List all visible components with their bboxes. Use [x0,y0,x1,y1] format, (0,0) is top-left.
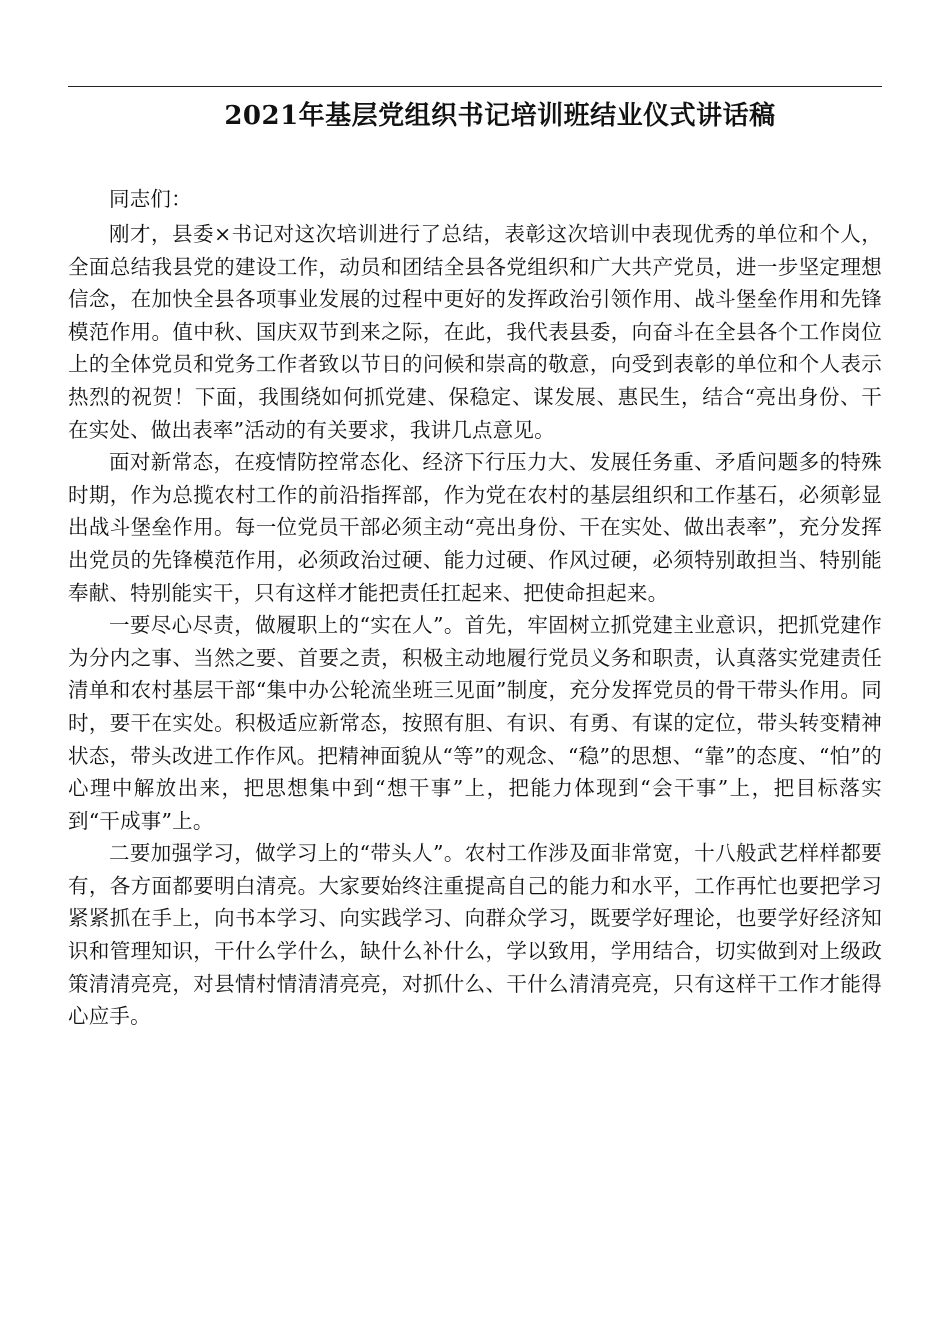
body-paragraph-point-two: 二要加强学习，做学习上的“带头人”。农村工作涉及面非常宽，十八般武艺样样都要有，各方面都要明白清亮。大家要始终注重提高自己的能力和水平，工作再忙也要把学习紧紧抓在手上，向书本学习、向实践学习、向群众学习，既要学好理论，也要学好经济知识和管理知识，干什么学什么，缺什么补什么，学以致用，学用结合，切实做到对上级政策清清亮亮，对县情村情清清亮亮，对抓什么、干什么清清亮亮，只有这样干工作才能得心应手。 [68,841,882,1029]
body-paragraph-point-one: 一要尽心尽责，做履职上的“实在人”。首先，牢固树立抓党建主业意识，把抓党建作为分内之事、当然之要、首要之责，积极主动地履行党员义务和职责，认真落实党建责任清单和农村基层干部“集中办公轮流坐班三见面”制度，充分发挥党员的骨干带头作用。同时，要干在实处。积极适应新常态，按照有胆、有识、有勇、有谋的定位，带头转变精神状态，带头改进工作作风。把精神面貌从“等”的观念、“稳”的思想、“靠”的态度、“怕”的心理中解放出来，把思想集中到“想干事”上，把能力体现到“会干事”上，把目标落实到“干成事”上。 [68,613,882,833]
greeting-paragraph: 同志们： [109,187,192,211]
header-rule [68,86,882,87]
document-title: 2021年基层党组织书记培训班结业仪式讲话稿 [224,101,776,131]
document-body [68,180,882,1033]
body-paragraph-intro: 刚才，县委×书记对这次培训进行了总结，表彰这次培训中表现优秀的单位和个人，全面总结我县党的建设工作，动员和团结全县各党组织和广大共产党员，进一步坚定理想信念，在加快全县各项事业发展的过程中更好的发挥政治引领作用、战斗堡垒作用和先锋模范作用。值中秋、国庆双节到来之际，在此，我代表县委，向奋斗在全县各个工作岗位上的全体党员和党务工作者致以节日的问候和崇高的敬意，向受到表彰的单位和个人表示热烈的祝贺！下面，我围绕如何抓党建、保稳定、谋发展、惠民生，结合“亮出身份、干在实处、做出表率”活动的有关要求，我讲几点意见。 [68,222,882,442]
body-paragraph-new-normal: 面对新常态，在疫情防控常态化、经济下行压力大、发展任务重、矛盾问题多的特殊时期，作为总揽农村工作的前沿指挥部，作为党在农村的基层组织和工作基石，必须彰显出战斗堡垒作用。每一位党员干部必须主动“亮出身份、干在实处、做出表率”，充分发挥出党员的先锋模范作用，必须政治过硬、能力过硬、作风过硬，必须特别敢担当、特别能奉献、特别能实干，只有这样才能把责任扛起来、把使命担起来。 [68,450,882,605]
